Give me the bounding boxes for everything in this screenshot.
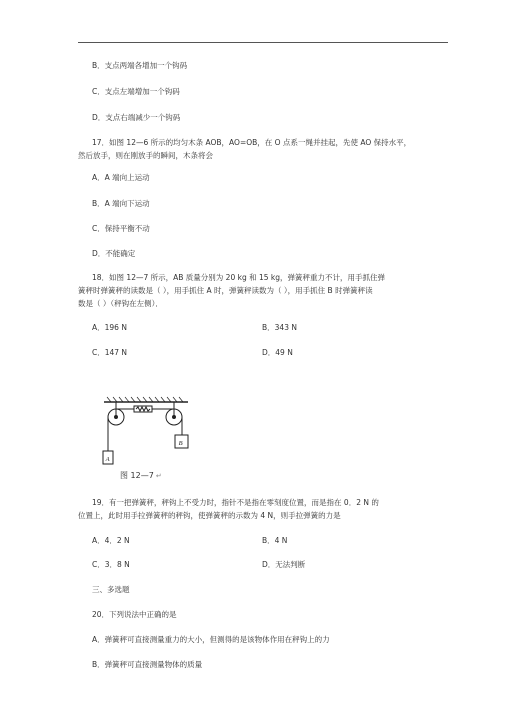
q19-stem-line-1: 19．有一把弹簧秤，秤钩上不受力时，指针不是指在零刻度位置，而是指在 0．2 N 的 [92,498,379,507]
q17-stem-line-1: 17．如图 12—6 所示的均匀木条 AOB，AO=OB，在 O 点系一绳并挂起，先使 AO 保持水平， [92,138,412,147]
q17-option-b: B．A 端向下运动 [92,199,150,208]
q20-stem: 20．下列说法中正确的是 [92,610,177,619]
return-mark-icon: ↵ [155,472,162,480]
mass-a-label: A [105,456,110,463]
q19-option-b: B．4 N [262,536,288,545]
q19-option-c: C．3．8 N [92,560,130,569]
q17-option-a: A．A 端向上运动 [92,173,150,182]
q17-option-d: D．不能确定 [92,249,136,258]
section-heading: 三、多选题 [92,585,130,594]
q18-stem-line-3: 数是（ ）（秤钩在左侧）． [78,299,163,308]
figure-caption-text: 图 12—7 [120,471,154,480]
q19-option-a: A．4．2 N [92,536,130,545]
mass-b-label: B [178,440,183,447]
pulley-spring-figure [96,395,196,480]
header-rule [78,42,448,43]
q16-option-c: C．支点左端增加一个钩码 [92,87,180,96]
q20-option-b: B．弹簧秤可直接测量物体的质量 [92,660,203,669]
q17-option-c: C．保持平衡不动 [92,224,150,233]
q19-option-d: D．无法判断 [262,560,306,569]
q16-option-b: B．支点两端各增加一个钩码 [92,61,188,70]
q17-stem-line-2: 然后放手，则在刚放手的瞬间，木条将会 [78,151,213,160]
q18-stem-line-2: 簧秤时弹簧秤的读数是（ ），用手抓住 A 时，弹簧秤读数为（ ），用手抓住 B 时弹簧秤读 [78,286,373,295]
q18-option-c: C．147 N [92,348,128,357]
q18-option-d: D．49 N [262,348,293,357]
figure-caption [120,470,162,482]
q20-option-a: A．弹簧秤可直接测量重力的大小，但测得的是该物体作用在秤钩上的力 [92,635,330,644]
q19-stem-line-2: 位置上，此时用手拉弹簧秤的秤钩，使弹簧秤的示数为 4 N，则手拉弹簧的力是 [78,511,341,520]
q16-option-d: D．支点右端减少一个钩码 [92,113,181,122]
q18-option-a: A．196 N [92,323,127,332]
q18-stem-line-1: 18．如图 12—7 所示，AB 质量分别为 20 kg 和 15 kg，弹簧秤重力不计，用手抓住弹 [92,273,386,282]
q18-option-b: B．343 N [262,323,297,332]
